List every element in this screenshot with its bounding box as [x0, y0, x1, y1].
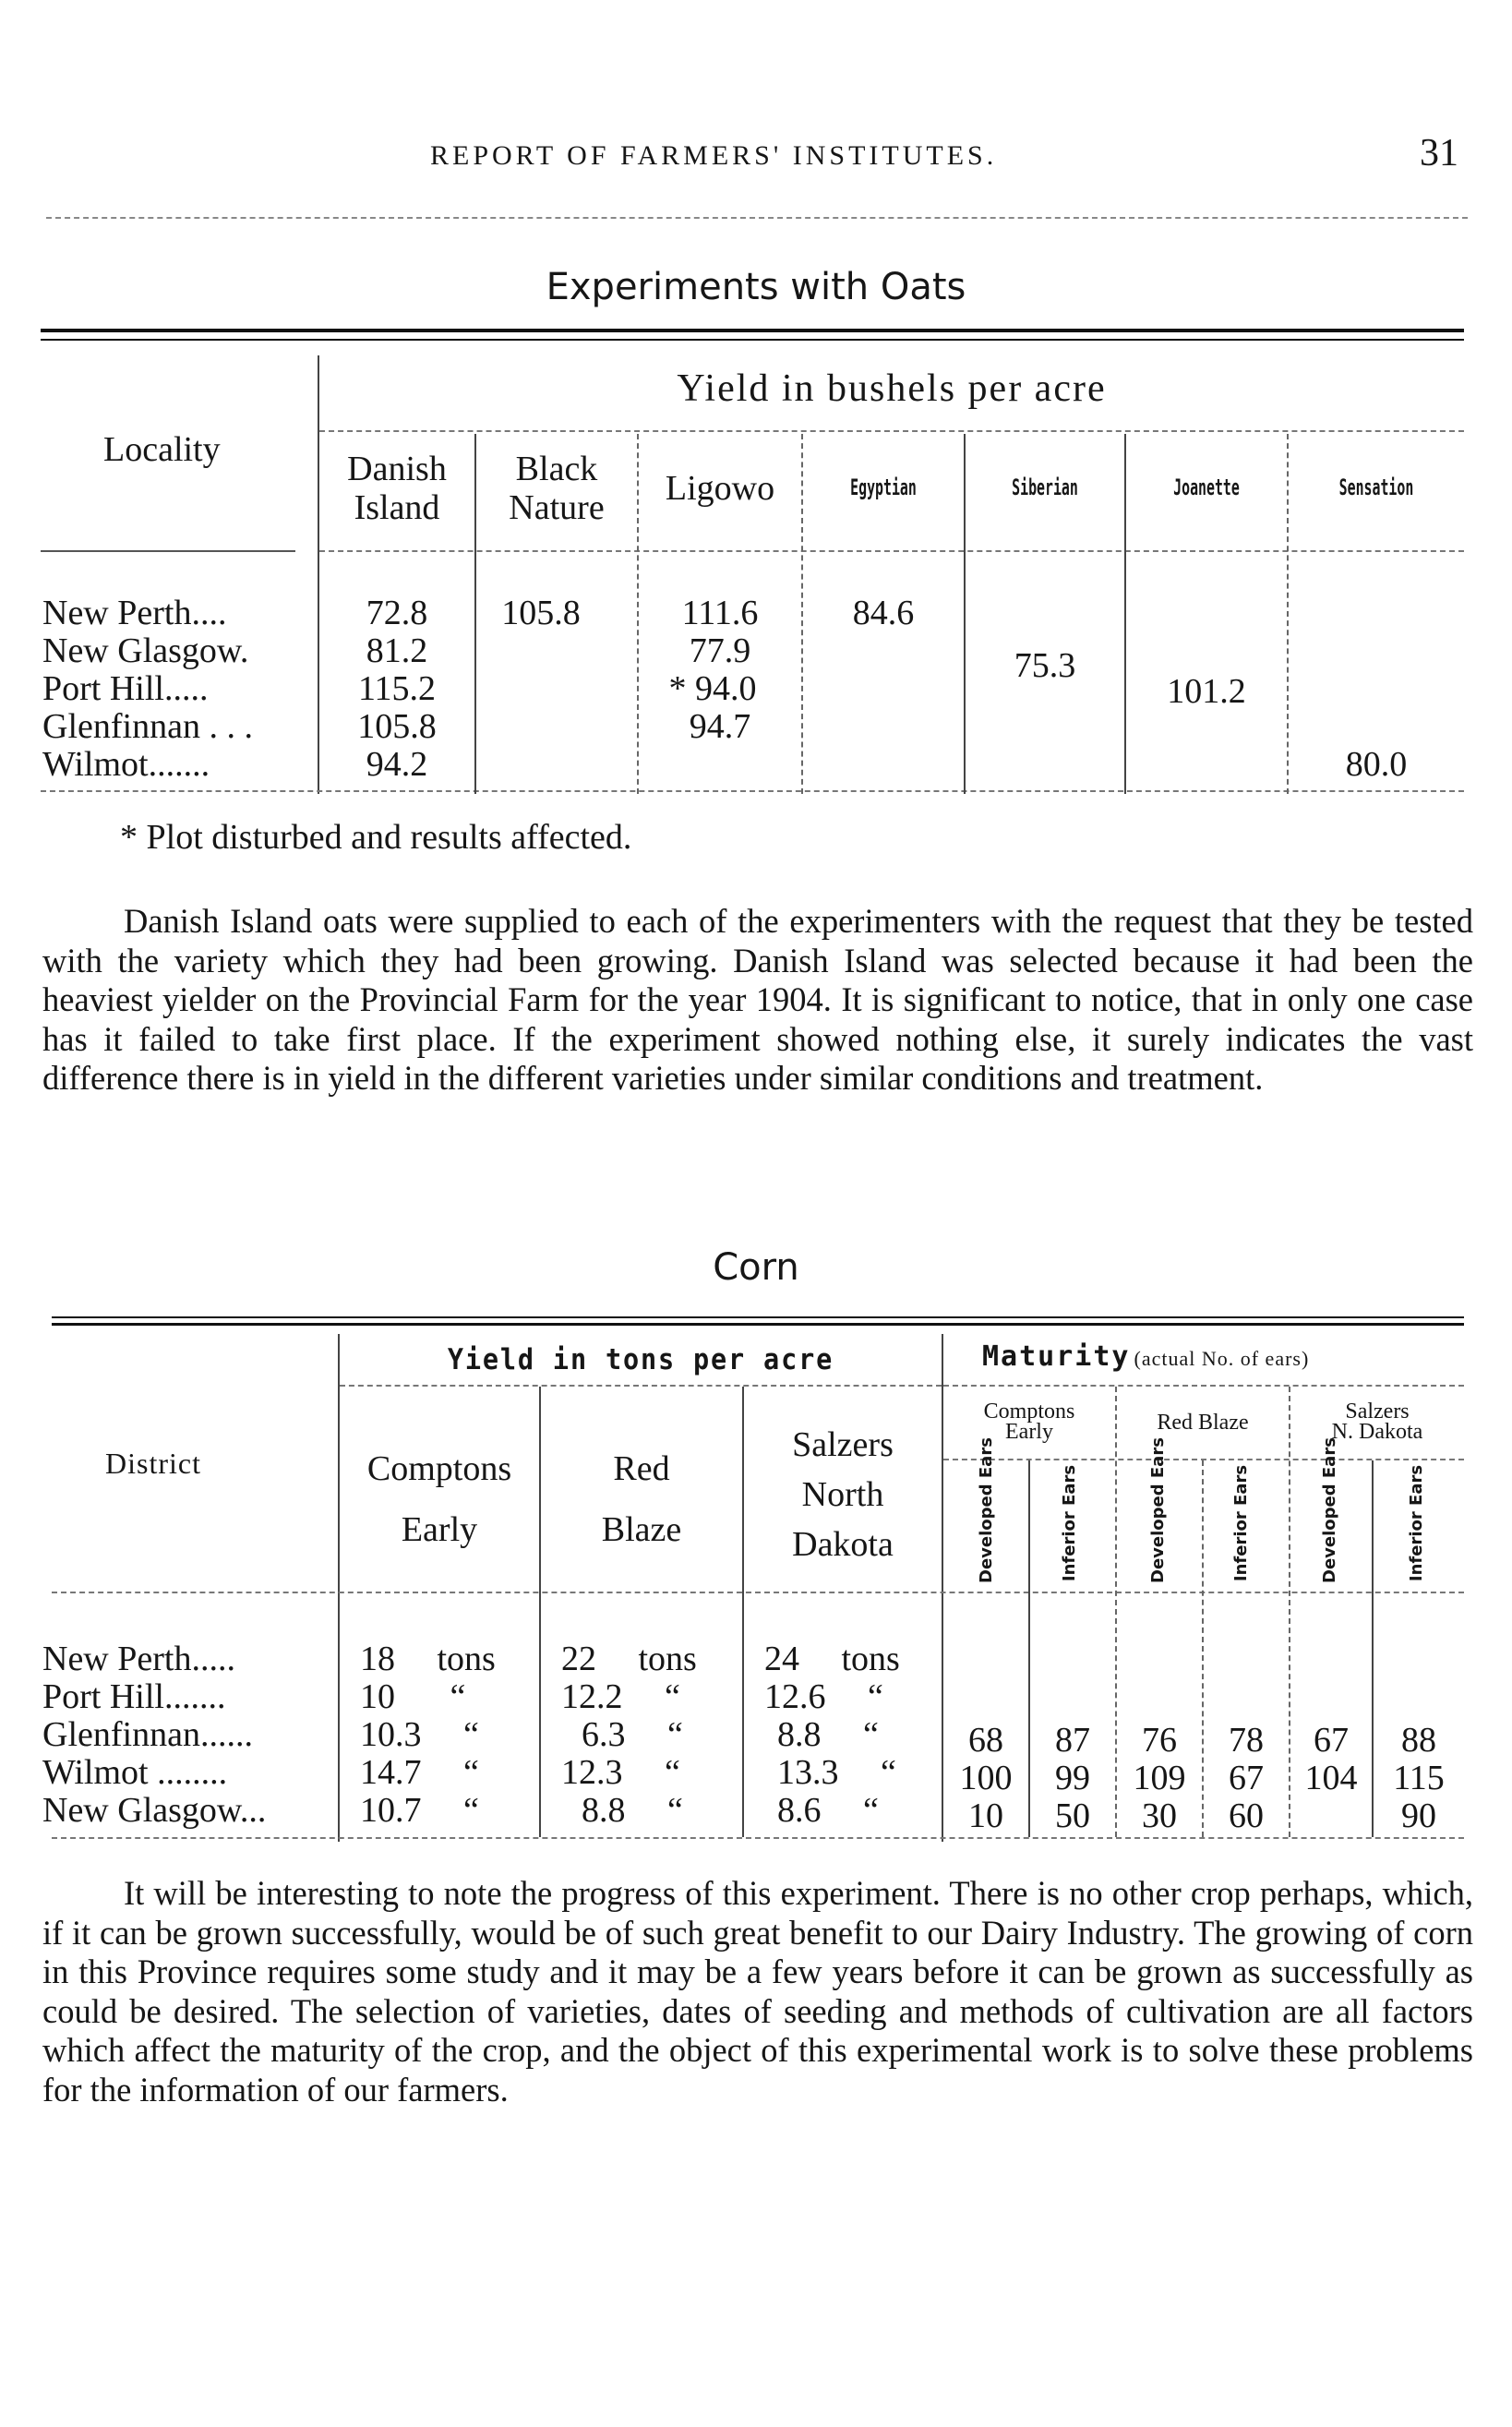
corn-yield-cell: 13.3 “ — [777, 1753, 896, 1792]
corn-maturity-cell: 104 — [1304, 1759, 1358, 1797]
corn-divider — [338, 1334, 340, 1842]
corn-sub-inferior-ears: Inferior Ears — [1231, 1464, 1251, 1582]
oats-cell: 115.2 — [357, 669, 437, 708]
corn-paragraph: It will be interesting to note the progress of this experiment. There is no other crop perhaps, which, if it can be grown successfully, would be of such great benefit to our Dairy Industry. The growing of corn in this Province requires some study and it may be a few years before it can be grown as successfully as could be desired. The selection of varieties, dates of seeding and methods of cultivation are all factors which affect the maturity of the crop, and the object of this experimental work is to solve these problems for the information of our farmers. — [42, 1874, 1473, 2109]
oats-col-ligowo: Ligowo — [665, 469, 775, 508]
corn-maturity-cell: 109 — [1133, 1759, 1186, 1797]
oats-col-siberian: Siberian — [1012, 475, 1078, 500]
oats-col-egyptian: Egyptian — [850, 475, 917, 500]
oats-col-sensation: Sensation — [1338, 475, 1414, 500]
oats-cell: 75.3 — [1014, 646, 1076, 685]
corn-yield-cell: 10 “ — [360, 1677, 466, 1716]
oats-cell: 72.8 — [366, 594, 428, 632]
corn-maturity-cell: 10 — [968, 1796, 1003, 1835]
oats-row-header: Locality — [103, 430, 221, 469]
oats-col-joanette: Joanette — [1173, 475, 1240, 500]
corn-maturity-cell: 88 — [1401, 1721, 1436, 1760]
corn-district: Glenfinnan...... — [42, 1715, 253, 1754]
corn-sub-developed-ears: Developed Ears — [977, 1437, 996, 1583]
header-rule — [46, 217, 1468, 219]
corn-col-salzers-north-dakota: Salzers North Dakota — [792, 1425, 894, 1564]
oats-locality: New Glasgow. — [42, 631, 249, 670]
oats-cell: 105.8 — [357, 707, 437, 746]
corn-yield-cell: 10.3 “ — [360, 1715, 479, 1754]
oats-group-rule — [319, 430, 1464, 432]
corn-maturity-cell: 67 — [1314, 1721, 1349, 1760]
oats-cell: 81.2 — [366, 631, 428, 670]
oats-cell: 84.6 — [852, 594, 915, 632]
oats-cell: 111.6 — [681, 594, 759, 632]
corn-maturity-cell: 99 — [1055, 1759, 1090, 1797]
corn-group-rule — [340, 1385, 942, 1387]
corn-maturity-cell: 78 — [1229, 1721, 1264, 1760]
oats-cell: 94.7 — [689, 707, 751, 746]
corn-yield-cell: 8.8 “ — [777, 1715, 879, 1754]
corn-maturity-cell: 115 — [1393, 1759, 1445, 1797]
corn-col-comptons-early: Comptons Early — [366, 1449, 512, 1549]
corn-top-rule — [52, 1316, 1464, 1318]
corn-maturity-group-red-blaze: Red Blaze — [1157, 1411, 1249, 1435]
corn-district: New Perth..... — [42, 1640, 235, 1678]
corn-maturity-cell: 100 — [959, 1759, 1013, 1797]
corn-group-rule — [943, 1385, 1464, 1387]
corn-head-rule — [52, 1592, 1464, 1593]
oats-title: Experiments with Oats — [546, 266, 966, 308]
corn-yield-cell: 24 tons — [764, 1640, 900, 1678]
corn-sub-developed-ears: Developed Ears — [1148, 1437, 1168, 1583]
oats-cell: 80.0 — [1345, 745, 1408, 784]
oats-locality: Wilmot....... — [42, 745, 210, 784]
corn-district: Port Hill....... — [42, 1677, 226, 1716]
corn-yield-header: Yield in tons per acre — [447, 1343, 834, 1376]
oats-locality: Port Hill..... — [42, 669, 209, 708]
oats-top-rule-2 — [41, 339, 1464, 341]
corn-yield-cell: 12.6 “ — [764, 1677, 883, 1716]
corn-maturity-cell: 87 — [1055, 1721, 1090, 1760]
oats-locality: New Perth.... — [42, 594, 227, 632]
oats-col-divider — [1124, 434, 1126, 794]
corn-yield-cell: 8.6 “ — [777, 1791, 879, 1830]
oats-col-divider — [964, 434, 966, 794]
oats-head-rule — [41, 550, 295, 552]
oats-col-black-nature: Black Nature — [509, 450, 605, 527]
running-title: REPORT OF FARMERS' INSTITUTES. — [430, 140, 998, 171]
oats-locality: Glenfinnan . . . — [42, 707, 253, 746]
corn-yield-cell: 18 tons — [360, 1640, 496, 1678]
corn-maturity-cell: 68 — [968, 1721, 1003, 1760]
corn-maturity-cell: 67 — [1229, 1759, 1264, 1797]
page-number: 31 — [1420, 132, 1458, 174]
corn-yield-cell: 22 tons — [561, 1640, 697, 1678]
corn-title: Corn — [713, 1246, 799, 1289]
oats-head-rule-2 — [319, 550, 1464, 552]
corn-district: Wilmot ........ — [42, 1753, 228, 1792]
oats-paragraph: Danish Island oats were supplied to each of the experimenters with the request that they be tested with the variety which they had been growing. Danish Island was selected because it had been the heaviest yielder on the Provincial Farm for the year 1904. It is significant to notice, that in only one case has it failed to take first place. If the experiment showed nothing else, it surely indicates the vast difference there is in yield in the different varieties under similar conditions and treatment. — [42, 902, 1473, 1097]
oats-cell: 77.9 — [689, 631, 751, 670]
oats-cell: * 94.0 — [668, 669, 757, 708]
corn-row-header: District — [105, 1447, 201, 1480]
corn-maturity-group-salzers: Salzers N. Dakota — [1331, 1400, 1423, 1444]
oats-col-divider — [1287, 434, 1289, 794]
corn-maturity-header: Maturity (actual No. of ears) — [982, 1340, 1310, 1373]
corn-maturity-cell: 30 — [1142, 1796, 1177, 1835]
corn-maturity-cell: 60 — [1229, 1796, 1264, 1835]
corn-sub-inferior-ears: Inferior Ears — [1407, 1464, 1426, 1582]
corn-yield-cell: 8.8 “ — [582, 1791, 683, 1830]
corn-bottom-rule — [52, 1837, 1464, 1839]
corn-sub-developed-ears: Developed Ears — [1320, 1437, 1339, 1583]
oats-cell: 94.2 — [366, 745, 428, 784]
corn-top-rule-2 — [52, 1323, 1464, 1326]
oats-footnote: * Plot disturbed and results affected. — [120, 818, 632, 857]
corn-maturity-group-comptons: Comptons Early — [983, 1400, 1075, 1444]
corn-maturity-cell: 90 — [1401, 1796, 1436, 1835]
corn-yield-cell: 14.7 “ — [360, 1753, 479, 1792]
corn-yield-cell: 12.3 “ — [561, 1753, 680, 1792]
corn-yield-cell: 12.2 “ — [561, 1677, 680, 1716]
corn-maturity-cell: 76 — [1142, 1721, 1177, 1760]
oats-cell: 101.2 — [1167, 672, 1246, 711]
corn-yield-cell: 10.7 “ — [360, 1791, 479, 1830]
oats-cell: 105.8 — [501, 594, 581, 632]
oats-bottom-rule — [41, 790, 1464, 792]
corn-col-red-blaze: Red Blaze — [601, 1449, 682, 1549]
corn-sub-inferior-ears: Inferior Ears — [1060, 1464, 1079, 1582]
oats-top-rule — [41, 329, 1464, 332]
corn-maturity-cell: 50 — [1055, 1796, 1090, 1835]
corn-yield-cell: 6.3 “ — [582, 1715, 683, 1754]
oats-col-danish-island: Danish Island — [347, 450, 447, 527]
corn-district: New Glasgow... — [42, 1791, 267, 1830]
oats-group-header: Yield in bushels per acre — [677, 367, 1107, 410]
corn-subgroup-rule — [943, 1459, 1464, 1460]
